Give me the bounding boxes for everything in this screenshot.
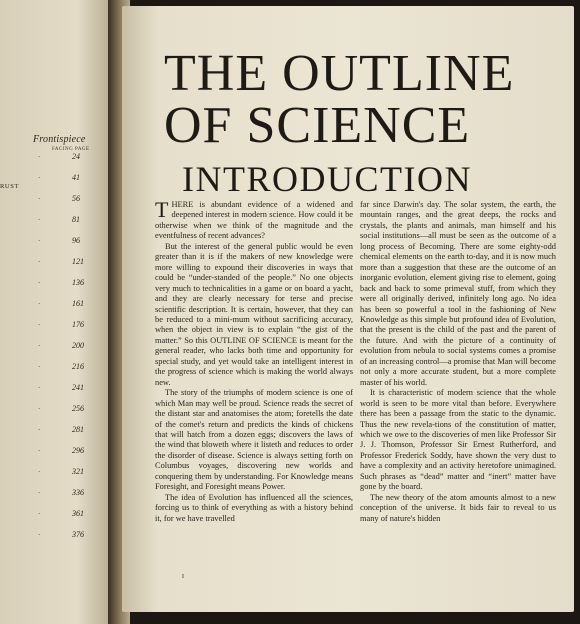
paragraph-text: The story of the triumphs of modern science is one of which Man may well be proud. Science reads the secret of the distant star and anatomises the atom; foretells the date of the comet's return and predicts the kinds of chickens that will hatch from a dozen eggs; discovers the laws of the wind that bloweth where it listeth and reduces to order the disorder of disease. Science is always setting forth on Columbus voyages, discovering new worlds and conquering them by understanding. For Knowledge means Foresight, and Foresight means Power. (155, 388, 353, 492)
leader-dot: · (38, 363, 41, 371)
leader-dot: · (38, 237, 41, 245)
leader-dot: · (38, 153, 41, 161)
paragraph (155, 388, 353, 493)
page-number: 121 (72, 257, 84, 266)
page-number: 24 (72, 152, 80, 161)
paragraph (155, 493, 353, 524)
facing-page-label: FACING PAGE (52, 147, 90, 152)
page-number: 241 (72, 383, 84, 392)
paragraph-text: HERE is abundant evidence of a widened and deepened interest in modern science. How could it be otherwise when we think of the magnitude and the eventfulness of recent advances? (155, 200, 353, 241)
page-number: 361 (72, 509, 84, 518)
page-number: 321 (72, 467, 84, 476)
leader-dot: · (38, 321, 41, 329)
title-line-1: THE OUTLINE (164, 45, 515, 102)
page-number: 81 (72, 215, 80, 224)
leader-dot: · (38, 447, 41, 455)
page-number: 256 (72, 404, 84, 413)
paragraph (155, 242, 353, 388)
rust-label: RUST (0, 183, 20, 190)
book-title (164, 45, 544, 154)
page-number: 336 (72, 488, 84, 497)
leader-dot: · (38, 468, 41, 476)
paragraph (360, 388, 556, 493)
page-number: 200 (72, 341, 84, 350)
page-number: 281 (72, 425, 84, 434)
leader-dot: · (38, 279, 41, 287)
leader-dot: · (38, 531, 41, 539)
left-page (0, 0, 110, 624)
paragraph (155, 197, 353, 242)
leader-dot: · (38, 489, 41, 497)
paragraph (360, 200, 556, 388)
paragraph-text: The idea of Evolution has influenced all the sciences, forcing us to think of everything as with a history behind it, for we have travelled (155, 492, 353, 523)
paragraph (360, 493, 556, 524)
text-column-right (360, 200, 556, 524)
page-number: 176 (72, 320, 84, 329)
frontispiece-label: Frontispiece (33, 134, 86, 145)
page-number: 136 (72, 278, 84, 287)
leader-dot: · (38, 342, 41, 350)
title-line-2: OF SCIENCE (164, 97, 471, 154)
leader-dot: · (38, 195, 41, 203)
leader-dot: · (38, 174, 41, 182)
page-number: 296 (72, 446, 84, 455)
leader-dot: · (38, 300, 41, 308)
leader-dot: · (38, 510, 41, 518)
text-column-left (155, 197, 353, 524)
page-folio: I (182, 574, 184, 580)
drop-cap: T (155, 197, 169, 222)
leader-dot: · (38, 384, 41, 392)
page-number: 41 (72, 173, 80, 182)
paragraph-text: It is characteristic of modern science that the whole world is seen to be more vital than before. Everywhere there has been a passage from the static to the dynamic. Thus the new revela-tions of the constitution of matter, which we owe to the discoveries of men like Professor Sir J. J. Thomson, Professor Sir Ernest Rutherford, and Professor Frederick Soddy, have shown the very dust to have a complexity and an activity heretofore unimagined. Such phrases as “dead” matter and “inert” matter have gone by the board. (360, 388, 556, 492)
page-number: 376 (72, 530, 84, 539)
page-number: 96 (72, 236, 80, 245)
paragraph-text: The new theory of the atom amounts almost to a new conception of the universe. It bids fair to reveal to us many of nature's hidden (360, 492, 556, 523)
leader-dot: · (38, 405, 41, 413)
page-number: 216 (72, 362, 84, 371)
leader-dot: · (38, 426, 41, 434)
leader-dot: · (38, 216, 41, 224)
leader-dot: · (38, 258, 41, 266)
page-number: 56 (72, 194, 80, 203)
paragraph-text: But the interest of the general public would be even greater than it is if the makers of new knowledge were more willing to expound their discoveries in ways that could be “under-standed of the people.” No one objects very much to technicalities in a game or on board a yacht, and they are clearly necessary for terse and precise scientific description. It is certain, however, that they can be reduced to a mini-mum without sacrificing accuracy, when the object in view is to explain “the gist of the matter.” So this OUTLINE OF SCIENCE is meant for the general reader, who lacks both time and opportunity for special study, and yet would take an intelligent interest in the progress of science which is making the world always new. (155, 241, 353, 387)
paragraph-text: far since Darwin's day. The solar system, the earth, the mountain ranges, and the great deeps, the rocks and crystals, the plants and animals, man himself and his social institutions—all must be seen as the outcome of a long process of Becoming. There are some eighty-odd chemical elements on the earth to-day, and it is now much more than a suggestion that these are the outcome of an inorganic evolution, element giving rise to element, going back and back to some primeval stuff, from which they were all originally derived, infinitely long ago. No idea has been so powerful a tool in the fashioning of New Knowledge as this simple but profound idea of Evolution, that the present is the child of the past and the parent of the future. And with the picture of a continuity of evolution from nebula to social systems comes a promise of an increasing control—a promise that Man will become not only a more accurate student, but a more complete master of his world. (360, 200, 556, 387)
right-page (122, 6, 574, 612)
page-number: 161 (72, 299, 84, 308)
section-heading: INTRODUCTION (182, 159, 472, 199)
